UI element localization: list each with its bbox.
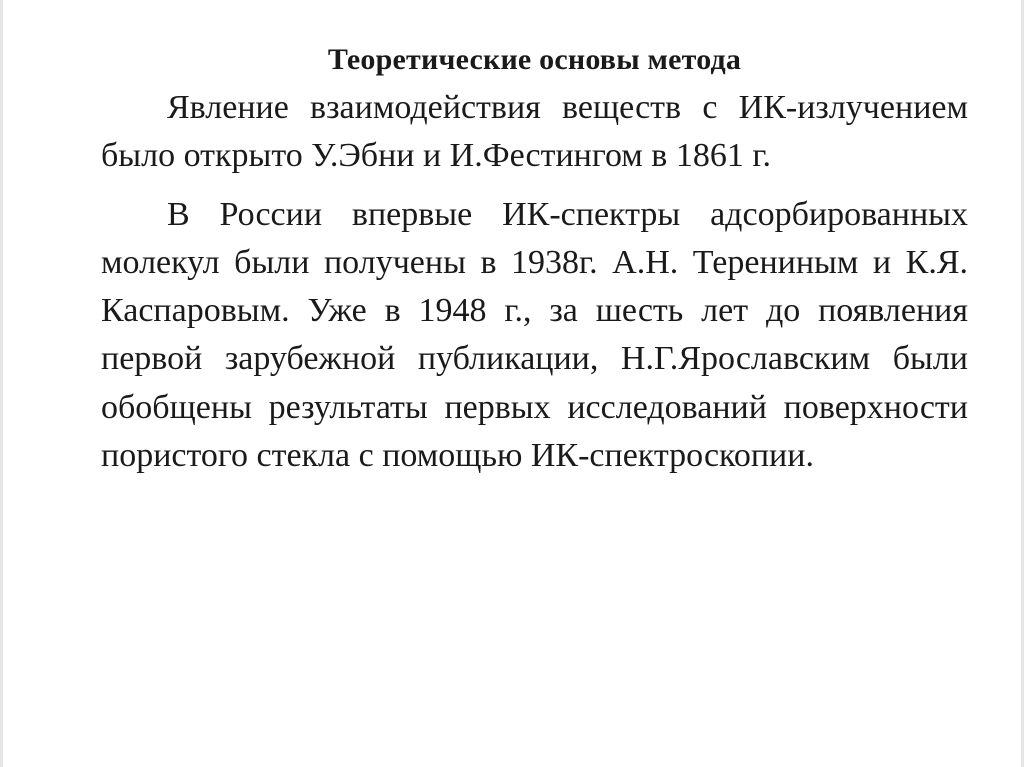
paragraph-russia-history: В России впервые ИК-спектры адсорбированных молекул были получены в 1938г. А.Н. Терениным и К.Я. Каспаровым. Уже в 1948 г., за шесть лет до появления первой зарубежной публикации, Н.Г.Ярославским были обобщены результаты первых исследований поверхности пористого стекла с помощью ИК-спектроскопии. — [101, 195, 968, 475]
paragraph-discovery: Явление взаимодействия веществ с ИК-излучением было открыто У.Эбни и И.Фестингом в 1861 г. — [101, 89, 968, 175]
slide-content — [101, 38, 968, 490]
slide-title: Теоретические основы метода — [327, 43, 742, 76]
